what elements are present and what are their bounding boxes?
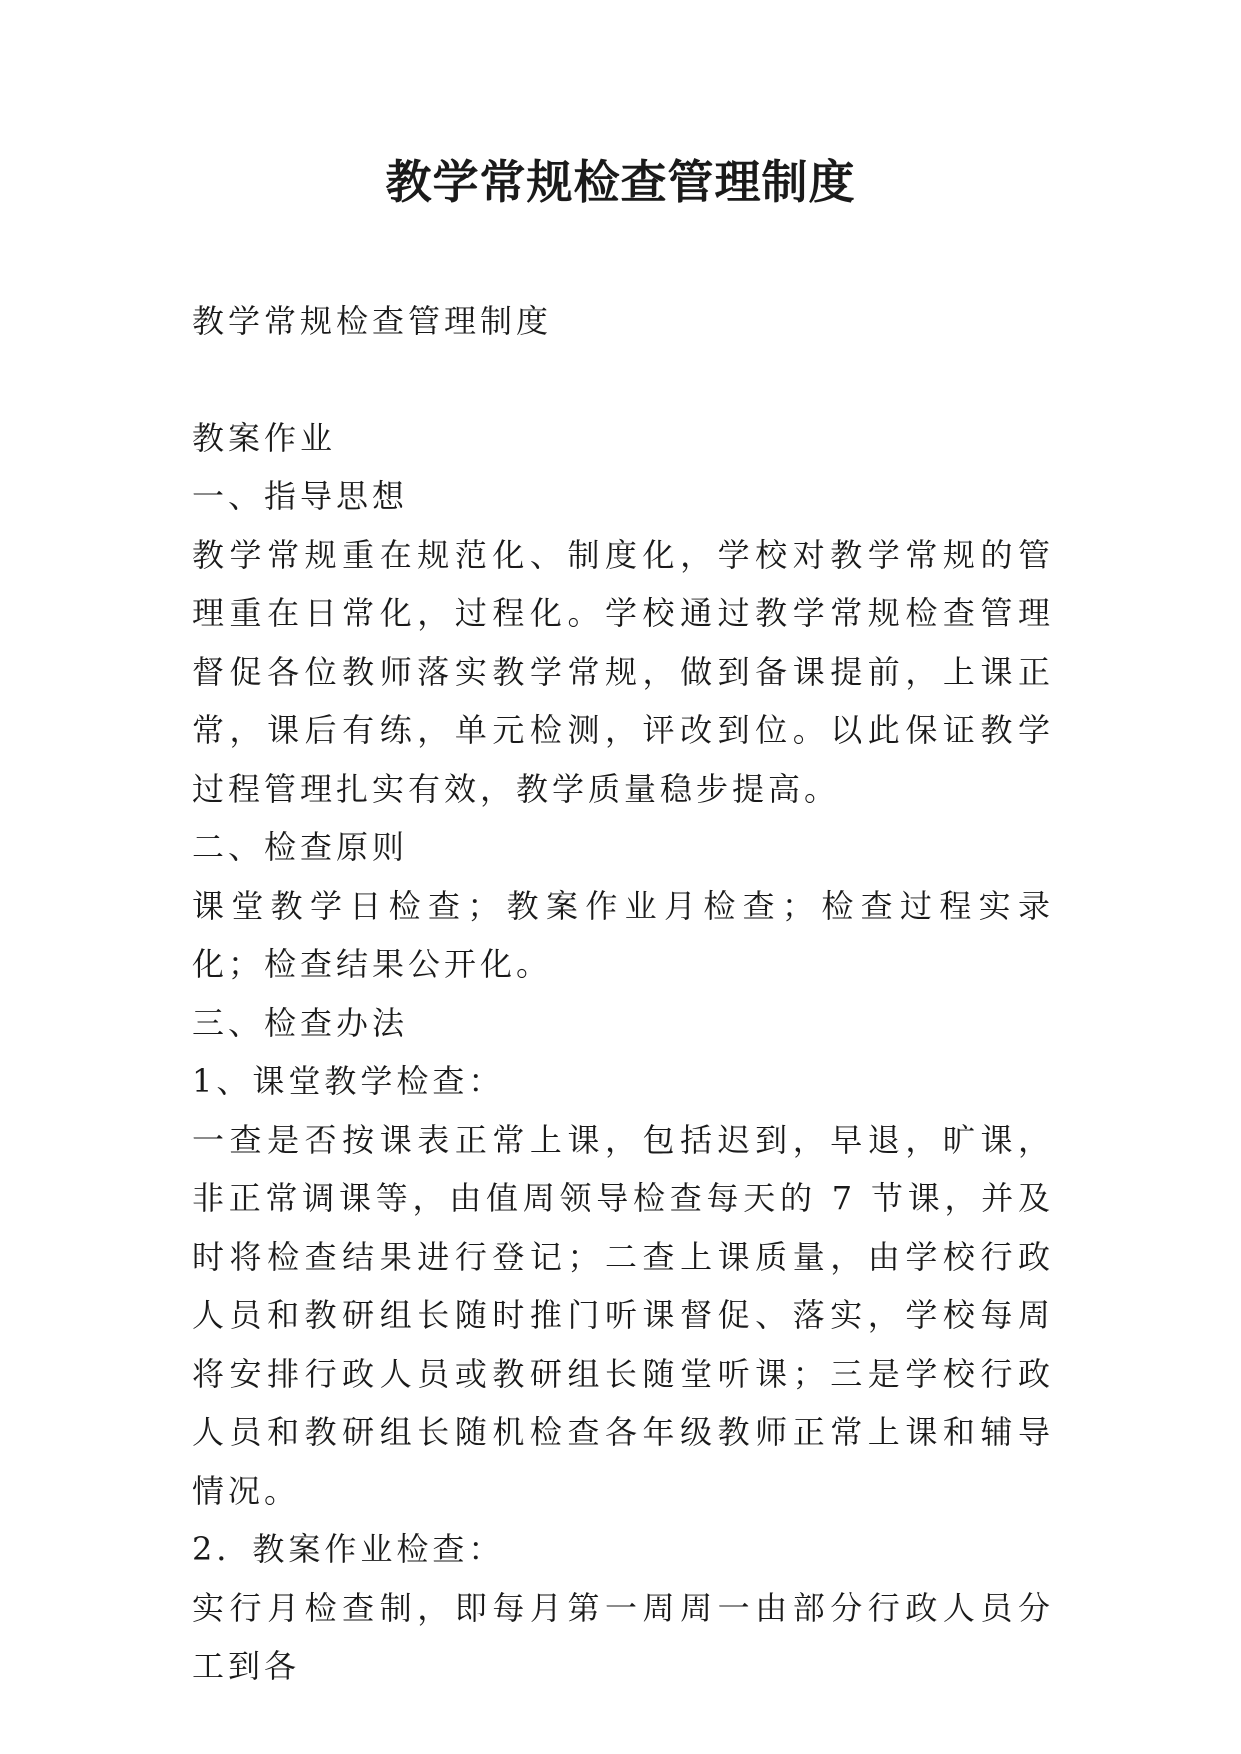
document-subtitle: 教学常规检查管理制度: [192, 302, 553, 340]
paragraph: 课堂教学日检查；教案作业月检查；检查过程实录化；检查结果公开化。: [192, 886, 1054, 983]
section-heading: 三、检查办法: [192, 1003, 409, 1042]
document-title: 教学常规检查管理制度: [385, 155, 856, 209]
paragraph: 实行月检查制，即每月第一周周一由部分行政人员分工到各: [192, 1588, 1054, 1685]
document-body: [192, 292, 1054, 1696]
subsection-heading: 1、课堂教学检查：: [192, 1062, 505, 1100]
section-heading: 一、指导思想: [192, 477, 409, 515]
subsection-heading: 2．教案作业检查：: [192, 1530, 505, 1568]
paragraph: 教学常规重在规范化、制度化，学校对教学常规的管理重在日常化，过程化。学校通过教学常规检查管理督促各位教师落实教学常规，做到备课提前，上课正常，课后有练，单元检测，评改到位。以此保证教学过程管理扎实有效，教学质量稳步提高。: [192, 535, 1054, 808]
paragraph: 教案作业: [192, 418, 337, 457]
section-heading: 二、检查原则: [192, 828, 409, 866]
paragraph: 一查是否按课表正常上课，包括迟到，早退，旷课，非正常调课等，由值周领导检查每天的 7 节课，并及时将检查结果进行登记；二查上课质量，由学校行政人员和教研组长随时推门听课督促、落实，学校每周将安排行政人员或教研组长随堂听课；三是学校行政人员和教研组长随机检查各年级教师正常上课和辅导情况。: [192, 1120, 1054, 1510]
